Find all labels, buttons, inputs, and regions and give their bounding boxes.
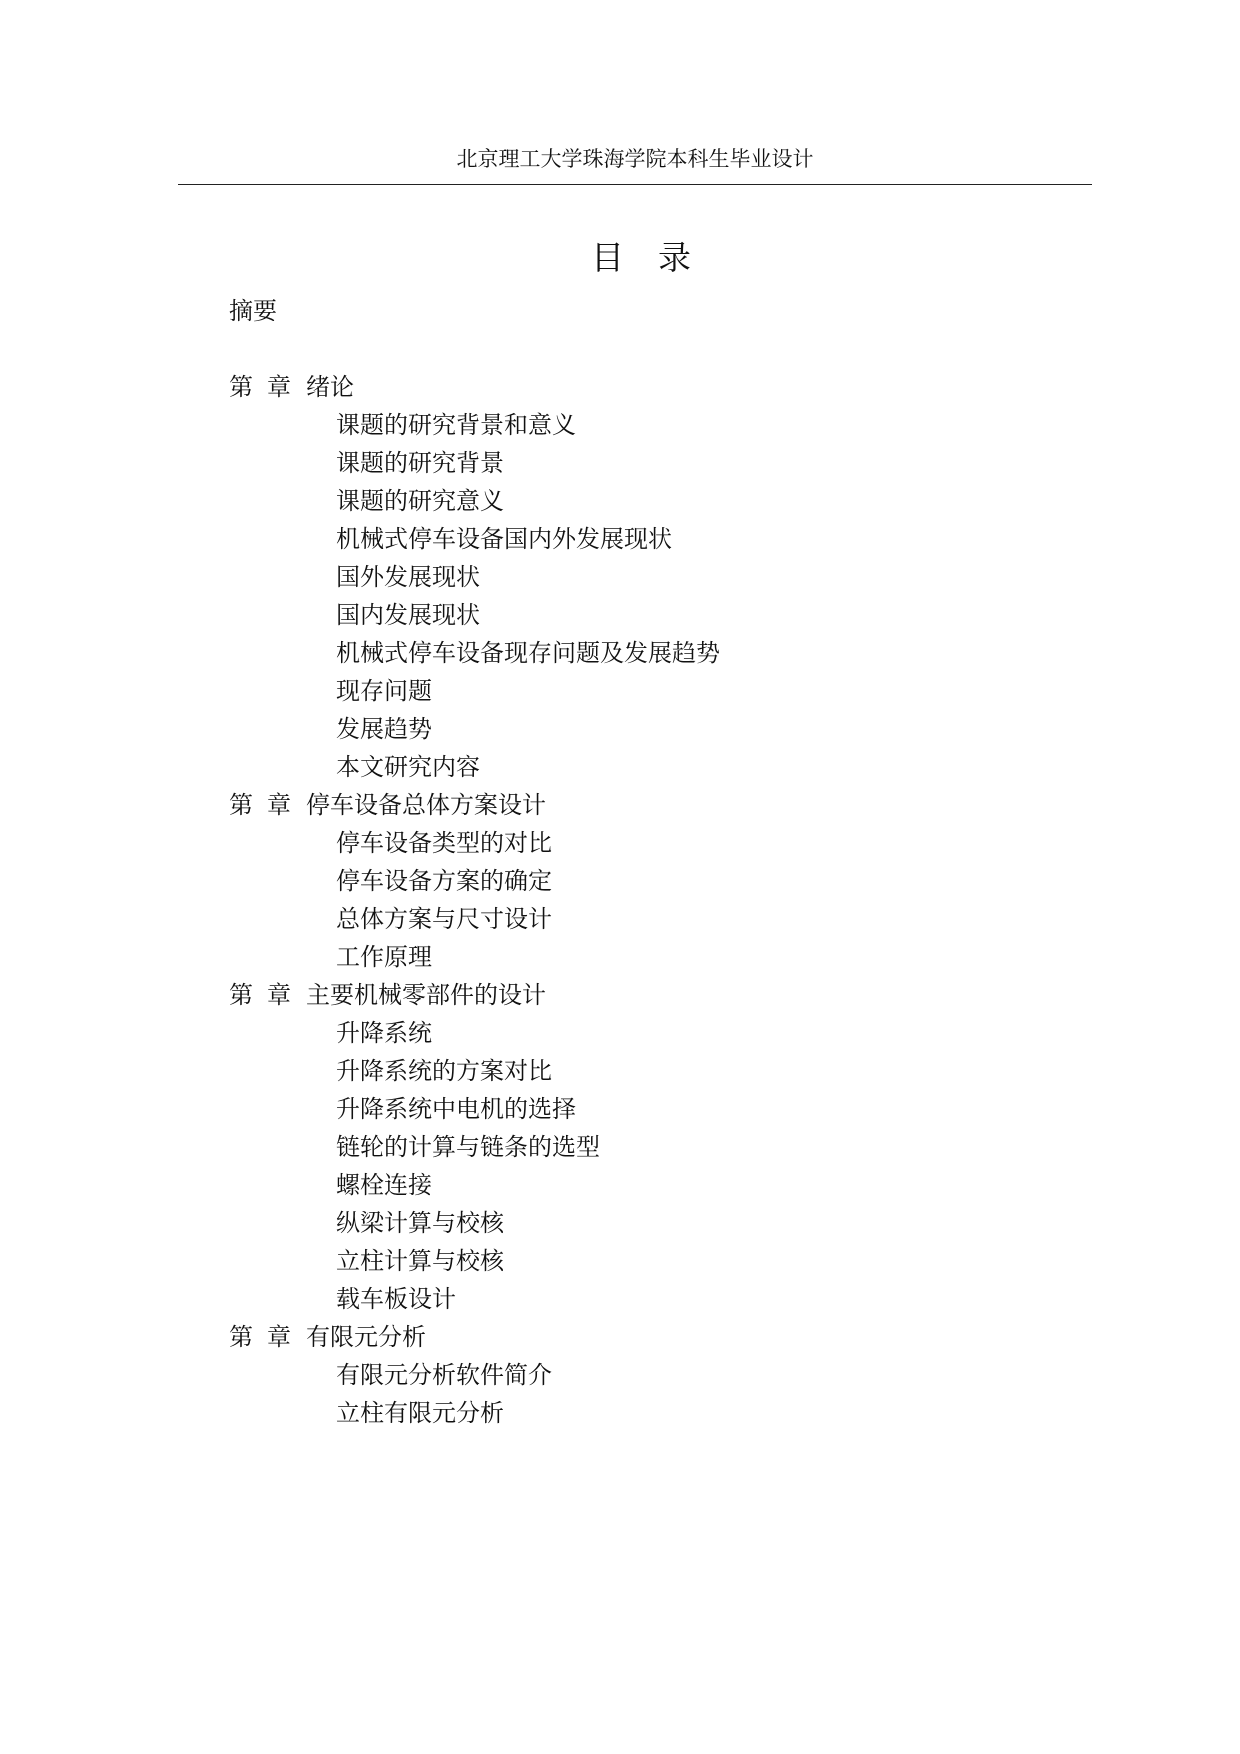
toc-title: 目录: [591, 238, 725, 277]
toc-entry-label: 有限元分析: [306, 1323, 426, 1351]
toc-entry-label: 停车设备总体方案设计: [306, 791, 546, 819]
chapter-prefix: 第章: [229, 791, 305, 819]
toc-section-entry: [336, 1092, 576, 1126]
toc-section-entry: [336, 1054, 552, 1088]
toc-section-entry: [336, 408, 576, 442]
toc-section-entry: [336, 1206, 504, 1240]
toc-section-entry: [336, 560, 480, 594]
toc-entry-label: 有限元分析软件简介: [336, 1361, 552, 1389]
toc-section-entry: [336, 1168, 432, 1202]
toc-entry-label: 链轮的计算与链条的选型: [336, 1133, 600, 1161]
toc-section-entry: [336, 1244, 504, 1278]
toc-entry-label: 课题的研究背景: [336, 449, 504, 477]
toc-section-entry: [336, 712, 432, 746]
toc-section-entry: [336, 1358, 552, 1392]
toc-section-entry: [336, 484, 504, 518]
toc-section-entry: [336, 1016, 432, 1050]
toc-entry-label: 立柱计算与校核: [336, 1247, 504, 1275]
toc-chapter-entry: [229, 978, 546, 1012]
toc-entry-label: 本文研究内容: [336, 753, 480, 781]
toc-entry-label: 升降系统的方案对比: [336, 1057, 552, 1085]
toc-entry-label: 载车板设计: [336, 1285, 456, 1313]
toc-entry-label: 主要机械零部件的设计: [306, 981, 546, 1009]
toc-entry-label: 工作原理: [336, 943, 432, 971]
toc-entry-label: 纵梁计算与校核: [336, 1209, 504, 1237]
toc-entry-label: 国外发展现状: [336, 563, 480, 591]
toc-section-entry: [336, 598, 480, 632]
toc-entry-label: 立柱有限元分析: [336, 1399, 504, 1427]
chapter-prefix: 第章: [229, 1323, 305, 1351]
toc-chapter-entry: [229, 1320, 426, 1354]
toc-entry-label: 停车设备方案的确定: [336, 867, 552, 895]
toc-entry-label: 机械式停车设备现存问题及发展趋势: [336, 639, 720, 667]
toc-entry-label: 螺栓连接: [336, 1171, 432, 1199]
toc-entry-label: 发展趋势: [336, 715, 432, 743]
toc-entry-label: 停车设备类型的对比: [336, 829, 552, 857]
toc-entry-label: 课题的研究背景和意义: [336, 411, 576, 439]
toc-section-entry: [336, 750, 480, 784]
chapter-prefix: 第章: [229, 373, 305, 401]
toc-entry-label: 课题的研究意义: [336, 487, 504, 515]
running-header: 北京理工大学珠海学院本科生毕业设计: [456, 147, 814, 171]
toc-section-entry: [336, 864, 552, 898]
toc-section-entry: [336, 636, 720, 670]
toc-chapter-entry: [229, 788, 546, 822]
toc-entry-label: 现存问题: [336, 677, 432, 705]
toc-section-entry: [336, 1130, 600, 1164]
toc-section-entry: [336, 522, 672, 556]
toc-section-entry: [336, 1282, 456, 1316]
toc-entry-label: 机械式停车设备国内外发展现状: [336, 525, 672, 553]
toc-entry-label: 升降系统: [336, 1019, 432, 1047]
toc-section-entry: [336, 826, 552, 860]
toc-front-entry: [229, 294, 277, 328]
toc-section-entry: [336, 446, 504, 480]
toc-chapter-entry: [229, 370, 354, 404]
header-rule: [178, 184, 1092, 185]
toc-section-entry: [336, 674, 432, 708]
toc-section-entry: [336, 902, 552, 936]
toc-entry-label: 摘要: [229, 297, 277, 325]
toc-section-entry: [336, 1396, 504, 1430]
toc-section-entry: [336, 940, 432, 974]
toc-entry-label: 总体方案与尺寸设计: [336, 905, 552, 933]
toc-entry-label: 国内发展现状: [336, 601, 480, 629]
toc-entry-label: 绪论: [306, 373, 354, 401]
chapter-prefix: 第章: [229, 981, 305, 1009]
toc-entry-label: 升降系统中电机的选择: [336, 1095, 576, 1123]
